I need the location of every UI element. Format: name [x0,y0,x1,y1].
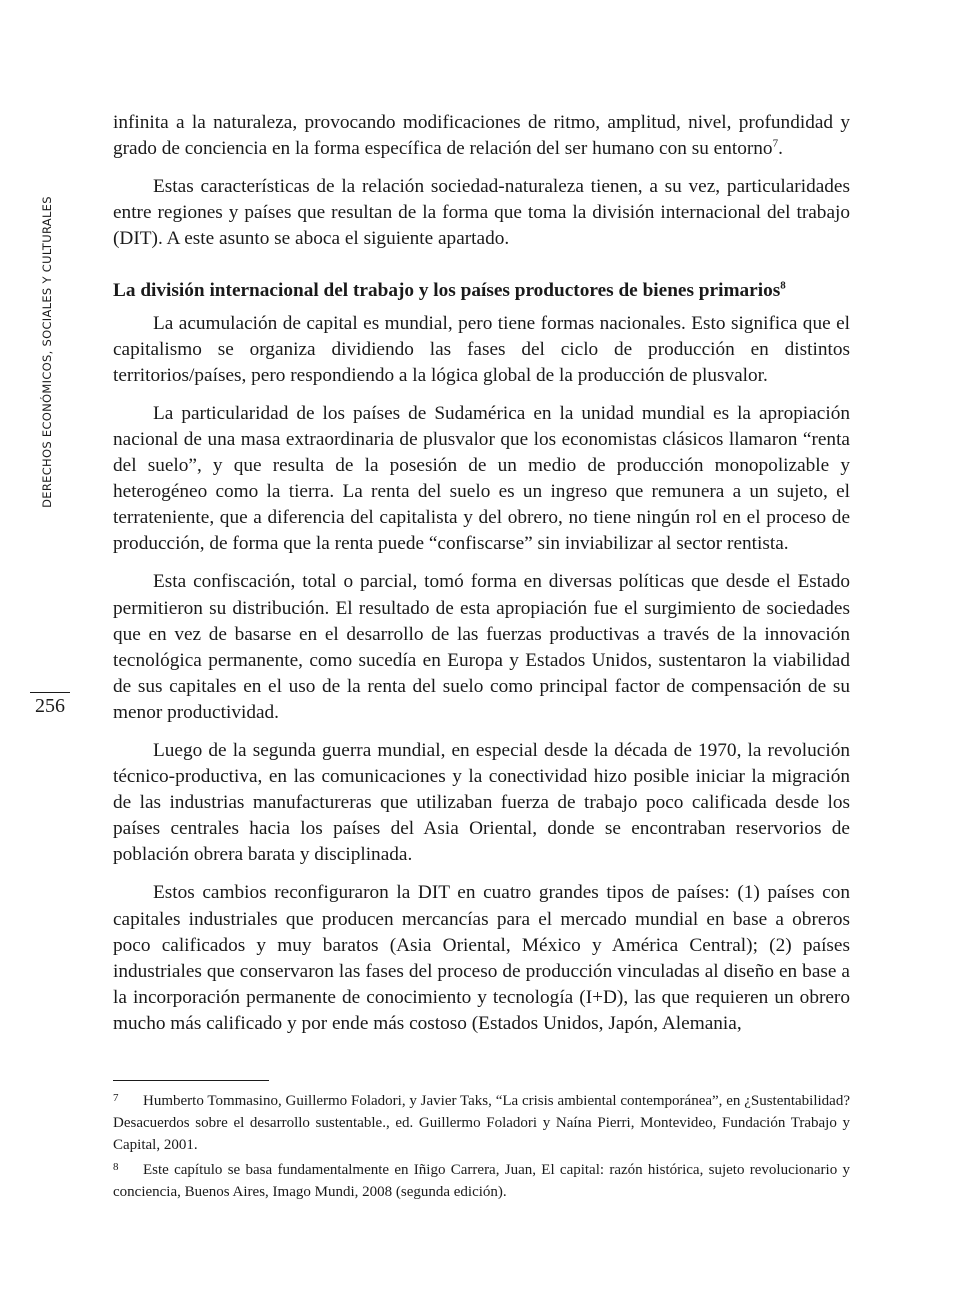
main-text [113,110,850,1049]
paragraph: Esta confiscación, total o parcial, tomó forma en diversas políticas que desde el Estado permitieron su distribución. El resultado de esta apropiación fue el surgimiento de sociedades que en vez de basarse en el desarrollo de las fuerzas productivas a través de la innovación tecnológica permanente, como sucedía en Europa y Estados Unidos, sustentaron la viabilidad de sus capitales en el uso de la renta del suelo como principal factor de compensación de su menor productividad. [113,571,850,723]
paragraph: La acumulación de capital es mundial, pero tiene formas nacionales. Esto significa que el capitalismo se organiza dividiendo las fases del ciclo de producción en distintos territorios/países, pero respondiendo a la lógica global de la producción de plusvalor. [113,312,850,386]
footnote-separator [113,1080,269,1081]
paragraph: Estos cambios reconfiguraron la DIT en cuatro grandes tipos de países: (1) países con capitales industriales que producen mercancías para el mercado mundial en base a obreros poco calificados y muy baratos (Asia Oriental, México y América Central); (2) países industriales que conservaron las fases del proceso de producción vinculadas al diseño en base a la incorporación permanente de conocimiento y tecnología (I+D), las que requieren un obrero mucho más calificado y por ende más costoso (Estados Unidos, Japón, Alemania, [113,882,850,1034]
paragraph: La particularidad de los países de Sudamérica en la unidad mundial es la apropiación nacional de una masa extraordinaria de plusvalor que los economistas clásicos llamaron “renta del suelo”, y que resulta de la posesión de un medio de producción monopolizable y heterogéneo como la tierra. La renta del suelo es un ingreso que remunera a un sujeto, el terrateniente, que a diferencia del capitalista y del obrero, no tiene ningún rol en el proceso de producción, de forma que la renta puede “confiscarse” sin inviabilizar al sector rentista. [113,402,850,555]
paragraph [113,110,850,162]
paragraph-text-end: . [778,138,783,160]
footnote-text: Este capítulo se basa fundamentalmente en Iñigo Carrera, Juan, El capital: razón histórica, sujeto revolucionario y conciencia, Buenos Aires, Imago Mundi, 2008 (segunda edición). [113,1162,850,1200]
footnote-text: Humberto Tommasino, Guillermo Foladori, y Javier Taks, “La crisis ambiental contemporánea”, en ¿Sustentabilidad? Desacuerdos sobre el desarrollo sustentable., ed. Guillermo Foladori y Naína Pierri, Montevideo, Fundación Trabajo y Capital, 2001. [113,1093,850,1153]
page-number: 256 [30,692,70,718]
paragraph: Estas características de la relación sociedad-naturaleza tienen, a su vez, particularidades entre regiones y países que resultan de la forma que toma la división internacional del trabajo (DIT). A este asunto se aboca el siguiente apartado. [113,176,850,250]
paragraph-text: infinita a la naturaleza, provocando modificaciones de ritmo, amplitud, nivel, profundidad y grado de conciencia en la forma específica de relación del ser humano con su entorno [113,112,850,160]
footnote-ref: 8 [780,280,786,293]
paragraph: Luego de la segunda guerra mundial, en especial desde la década de 1970, la revolución técnico-productiva, en las comunicaciones y la conectividad hizo posible iniciar la migración de las industrias manufactureras que utilizaban fuerza de trabajo poco calificada desde los países centrales hacia los países del Asia Oriental, donde se encontraban reservorios de población obrera barata y disciplinada. [113,739,850,866]
footnote-number: 7 [113,1092,119,1104]
footnote [113,1156,850,1203]
footnote-ref: 7 [772,137,779,150]
footnotes [113,1080,850,1203]
section-heading [113,278,850,304]
footnote [113,1087,850,1156]
heading-text: La división internacional del trabajo y los países productores de bienes primarios [113,280,781,302]
footnote-number: 8 [113,1161,119,1173]
running-header: DERECHOS ECONÓMICOS, SOCIALES Y CULTURALES [40,196,54,508]
